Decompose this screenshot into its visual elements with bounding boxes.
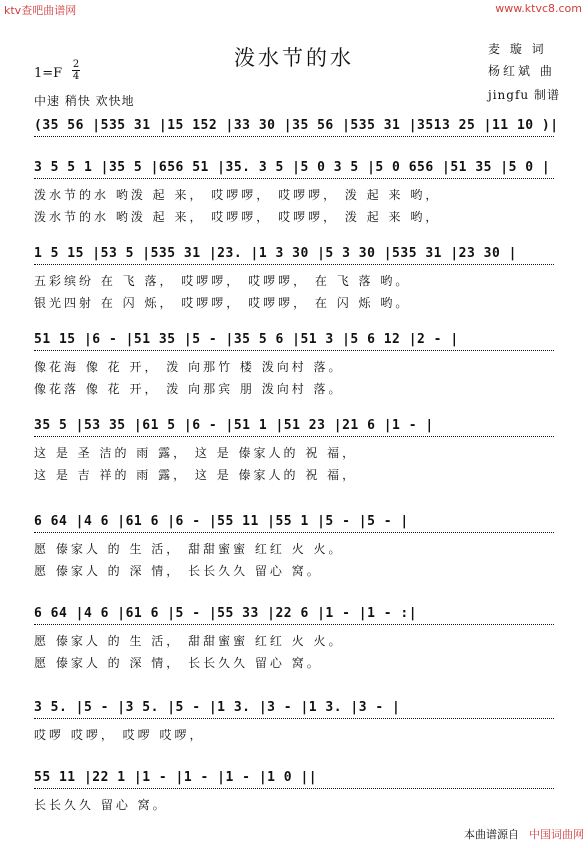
lyric-line: 哎啰 哎啰， 哎啰 哎啰， [34,728,205,742]
beam-line [34,788,554,789]
notation-row: (35 56 |535 31 |15 152 |33 30 |35 56 |535 31 |3513 25 |11 10 )| [34,118,559,133]
composer-credit: 杨红斌 曲 [488,64,555,78]
beam-line [34,136,554,137]
notation-row: 6 64 |4 6 |61 6 |6 - |55 11 |55 1 |5 - |5 - | [34,514,409,529]
time-signature [72,60,80,81]
notation-row: 35 5 |53 35 |61 5 |6 - |51 1 |51 23 |21 6 |1 - | [34,418,434,433]
lyric-line: 泼水节的水 哟泼 起 来， 哎啰啰， 哎啰啰， 泼 起 来 哟， [34,210,441,224]
notation-row: 55 11 |22 1 |1 - |1 - |1 - |1 0 || [34,770,318,785]
beam-line [34,436,554,437]
watermark-right: www.ktvc8.com [495,2,582,15]
notation-row: 51 15 |6 - |51 35 |5 - |35 5 6 |51 3 |5 6 12 |2 - | [34,332,459,347]
beam-line [34,264,554,265]
watermark-left: ktv查吧曲谱网 [4,4,77,17]
lyric-line: 五彩缤纷 在 飞 落， 哎啰啰， 哎啰啰， 在 飞 落 哟。 [34,274,411,288]
lyric-line: 像花海 像 花 开， 泼 向那竹 楼 泼向村 落。 [34,360,344,374]
beam-line [34,178,554,179]
source-site: 中国词曲网 [529,828,584,841]
notation-row: 6 64 |4 6 |61 6 |5 - |55 33 |22 6 |1 - |1 - :| [34,606,418,621]
lyric-line: 这 是 吉 祥的 雨 露， 这 是 傣家人的 祝 福， [34,468,358,482]
time-numerator: 2 [72,59,80,70]
page-title: 泼水节的水 [234,46,354,70]
arranger-credit: jingfu 制谱 [488,88,560,102]
time-denominator: 4 [72,71,80,82]
key-signature: 1=F [34,66,63,81]
lyric-line: 愿 傣家人 的 深 情， 长长久久 留心 窝。 [34,564,322,578]
lyric-line: 长长久久 留心 窝。 [34,798,168,812]
beam-line [34,624,554,625]
notation-row: 3 5. |5 - |3 5. |5 - |1 3. |3 - |1 3. |3 - | [34,700,401,715]
lyric-line: 像花落 像 花 开， 泼 向那宾 朋 泼向村 落。 [34,382,344,396]
beam-line [34,532,554,533]
source-label: 本曲谱源自 [464,828,519,841]
lyric-line: 泼水节的水 哟泼 起 来， 哎啰啰， 哎啰啰， 泼 起 来 哟， [34,188,441,202]
lyric-line: 银光四射 在 闪 烁， 哎啰啰， 哎啰啰， 在 闪 烁 哟。 [34,296,411,310]
lyric-line: 这 是 圣 洁的 雨 露， 这 是 傣家人的 祝 福， [34,446,358,460]
lyricist-credit: 麦 璇 词 [488,42,547,56]
source-footer [464,826,584,842]
lyric-line: 愿 傣家人 的 生 活， 甜甜蜜蜜 红红 火 火。 [34,634,344,648]
notation-row: 1 5 15 |53 5 |535 31 |23. |1 3 30 |5 3 30 |535 31 |23 30 | [34,246,517,261]
lyric-line: 愿 傣家人 的 深 情， 长长久久 留心 窝。 [34,656,322,670]
tempo-marking: 中速 稍快 欢快地 [34,94,135,108]
lyric-line: 愿 傣家人 的 生 活， 甜甜蜜蜜 红红 火 火。 [34,542,344,556]
beam-line [34,350,554,351]
notation-row: 3 5 5 1 |35 5 |656 51 |35. 3 5 |5 0 3 5 |5 0 656 |51 35 |5 0 | [34,160,551,175]
beam-line [34,718,554,719]
